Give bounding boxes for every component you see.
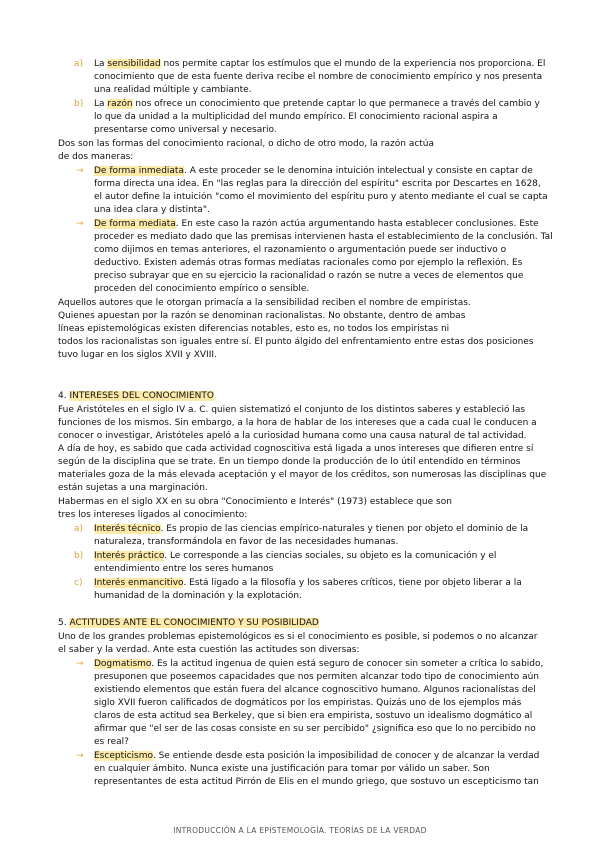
- interes-tecnico-line-1: Interés técnico. Es propio de las ciencias empírico-naturales y tienen por objeto el dominio de la: [94, 524, 529, 534]
- forms-intro-line-1: Dos son las formas del conocimiento racional, o dicho de otro modo, la razón actúa: [58, 139, 435, 149]
- s5-line-1: Uno de los grandes problemas epistemológicos es si el conocimiento es posible, si podemos o no alcanzar: [58, 632, 538, 642]
- dogmatismo-line-1: Dogmatismo. Es la actitud ingenua de quien está seguro de conocer sin someter a crítica lo sabido,: [94, 659, 544, 669]
- closing-line-3: líneas epistemológicas existen diferencias notables, esto es, no todos los empiristas ni: [58, 324, 450, 334]
- term-razon: razón: [107, 99, 133, 109]
- s4-line-2: funciones de los mismos. Sin embargo, a la hora de hablar de los intereses que a cada cual le conducen a: [58, 418, 537, 428]
- dogmatismo-line-6: afirmar que "el ser de las cosas consiste en su ser percibido" ¿significa eso que lo no percibido no: [94, 724, 536, 734]
- escepticismo-line-1: Escepticismo. Se entiende desde esta posición la imposibilidad de conocer y de alcanzar la verdad: [94, 751, 540, 761]
- list-marker-b: b): [74, 99, 84, 109]
- term-sensibilidad: sensibilidad: [107, 59, 161, 69]
- mediata-line-6: proceden del conocimiento empírico o sensible.: [94, 284, 310, 294]
- forms-intro-line-2: de dos maneras:: [58, 152, 134, 162]
- s4-line-5: según de la disciplina que se trate. En un tiempo donde la producción de lo útil entendido en términos: [58, 457, 521, 467]
- term-interes-tecnico: Interés técnico: [94, 524, 161, 534]
- inmediata-line-4: una idea clara y distinta".: [94, 205, 210, 215]
- term-interes-practico: Interés práctico: [94, 551, 165, 561]
- dogmatismo-line-2: presuponen que poseemos capacidades que nos permiten alcanzar todo tipo de conocimiento aún: [94, 672, 539, 682]
- inmediata-line-1: De forma inmediata. A este proceder se le denomina intuición intelectual y consiste en captar de: [94, 166, 533, 176]
- mediata-line-5: preciso subrayar que en su ejercicio la racionalidad o razón se nutre a veces de elementos que: [94, 271, 524, 281]
- s4-line-8: Habermas en el siglo XX en su obra "Conocimiento e Interés" (1973) establece que son: [58, 497, 452, 507]
- term-escepticismo: Escepticismo: [94, 751, 153, 761]
- inmediata-line-2: forma directa una idea. En "las reglas para la dirección del espíritu" escrita por Descartes en 1628,: [94, 179, 541, 189]
- dogmatismo-line-4: siglo XVII fueron calificados de dogmáticos por los empiristas. Quizás uno de los ejemplos más: [94, 698, 522, 708]
- arrow-icon: →: [76, 166, 84, 176]
- razon-line-2: lo que da unidad a la multiplicidad del mundo empírico. El conocimiento racional aspira a: [94, 112, 498, 122]
- term-dogmatismo: Dogmatismo: [94, 659, 152, 669]
- interes-emancipativo-line-1: Interés enmancitivo. Está ligado a la filosofía y los saberes críticos, tiene por objeto liberar a la: [94, 578, 522, 588]
- escepticismo-line-3: representantes de esta actitud Pirrón de Elis en el mundo griego, que sostuvo un escepticismo tan: [94, 777, 539, 787]
- escepticismo-line-2: en cualquier ámbito. Nunca existe una justificación para tomar por válido un saber. Son: [94, 764, 490, 774]
- closing-line-2: Quienes apuestan por la razón se denominan racionalistas. No obstante, dentro de ambas: [58, 311, 466, 321]
- closing-line-4: todos los racionalistas son iguales entre sí. El punto álgido del enfrentamiento entre estas dos posiciones: [58, 337, 534, 347]
- term-forma-mediata: De forma mediata: [94, 219, 176, 229]
- s4-line-4: A día de hoy, es sabido que cada actividad cognoscitiva está ligada a unos intereses que difieren entre sí: [58, 444, 534, 454]
- interes-practico-line-1: Interés práctico. Le corresponde a las ciencias sociales, su objeto es la comunicación y el: [94, 551, 497, 561]
- mediata-line-4: deductivo. Existen además otras formas mediatas racionales como por ejemplo la reflexión. Es: [94, 258, 523, 268]
- dogmatismo-line-7: es real?: [94, 737, 129, 747]
- mediata-line-2: proceder es mediato dado que las premisas intervienen hasta el establecimiento de la conclusión. Tal: [94, 232, 553, 242]
- inmediata-line-3: el autor define la intuición "como el movimiento del espíritu puro y atento mediante el cual se capta: [94, 192, 548, 202]
- list-marker-b: b): [74, 551, 84, 561]
- arrow-icon: →: [76, 659, 84, 669]
- section-5-heading: 5. ACTITUDES ANTE EL CONOCIMIENTO Y SU POSIBILIDAD: [58, 618, 319, 628]
- section-4-title: INTERESES DEL CONOCIMIENTO: [69, 391, 214, 401]
- s4-line-1: Fue Aristóteles en el siglo IV a. C. quien sistematizó el conjunto de los distintos saberes y estableció las: [58, 405, 526, 415]
- closing-line-1: Aquellos autores que le otorgan primacía a la sensibilidad reciben el nombre de empiristas.: [58, 298, 471, 308]
- term-forma-inmediata: De forma inmediata: [94, 166, 184, 176]
- s4-line-9: tres los intereses ligados al conocimiento:: [58, 510, 248, 520]
- list-marker-c: c): [74, 578, 83, 588]
- interes-tecnico-line-2: naturaleza, transformándola en favor de las necesidades humanas.: [94, 537, 399, 547]
- interes-practico-line-2: entendimiento entre los seres humanos: [94, 564, 274, 574]
- list-marker-a: a): [74, 59, 84, 69]
- term-interes-emancipativo: Interés enmancitivo: [94, 578, 184, 588]
- sensibilidad-line-1: La sensibilidad nos permite captar los estímulos que el mundo de la experiencia nos proporciona. El: [94, 59, 546, 69]
- interes-emancipativo-line-2: humanidad de la dominación y la explotación.: [94, 591, 302, 601]
- s4-line-7: están sujetas a una marginación.: [58, 483, 208, 493]
- s4-line-3: conocer o investigar, Aristóteles apeló a la curiosidad humana como una causa natural de tal actividad.: [58, 431, 527, 441]
- dogmatismo-line-3: existiendo elementos que están fuera del alcance cognoscitivo humano. Algunos racionalistas del: [94, 685, 536, 695]
- razon-line-1: La razón nos ofrece un conocimiento que pretende captar lo que permanece a través del cambio y: [94, 99, 540, 109]
- sensibilidad-line-2: conocimiento que de esta fuente deriva recibe el nombre de conocimiento empírico y nos presenta: [94, 72, 543, 82]
- mediata-line-3: como dijimos en temas anteriores, el razonamiento o argumentación puede ser inductivo o: [94, 245, 507, 255]
- section-5-title: ACTITUDES ANTE EL CONOCIMIENTO Y SU POSIBILIDAD: [69, 618, 319, 628]
- mediata-line-1: De forma mediata. En este caso la razón actúa argumentando hasta establecer conclusiones. Este: [94, 219, 539, 229]
- closing-line-5: tuvo lugar en los siglos XVII y XVIII.: [58, 350, 217, 360]
- razon-line-3: presentarse como universal y necesario.: [94, 125, 277, 135]
- page-footer: INTRODUCCIÓN A LA EPISTEMOLOGÍA. TEORÍAS DE LA VERDAD: [173, 826, 427, 835]
- list-marker-a: a): [74, 524, 84, 534]
- s4-line-6: materiales goza de la más elevada aceptación y el mayor de los créditos, son numerosas las disciplinas que: [58, 470, 547, 480]
- arrow-icon: →: [76, 219, 84, 229]
- section-4-heading: 4. INTERESES DEL CONOCIMIENTO: [58, 391, 214, 401]
- s5-line-2: el saber y la verdad. Ante esta cuestión las actitudes son diversas:: [58, 645, 360, 655]
- sensibilidad-line-3: una realidad múltiple y cambiante.: [94, 85, 252, 95]
- dogmatismo-line-5: claros de esta actitud sea Berkeley, que si bien era empirista, sostuvo un idealismo dogmático al: [94, 711, 533, 721]
- arrow-icon: →: [76, 751, 84, 761]
